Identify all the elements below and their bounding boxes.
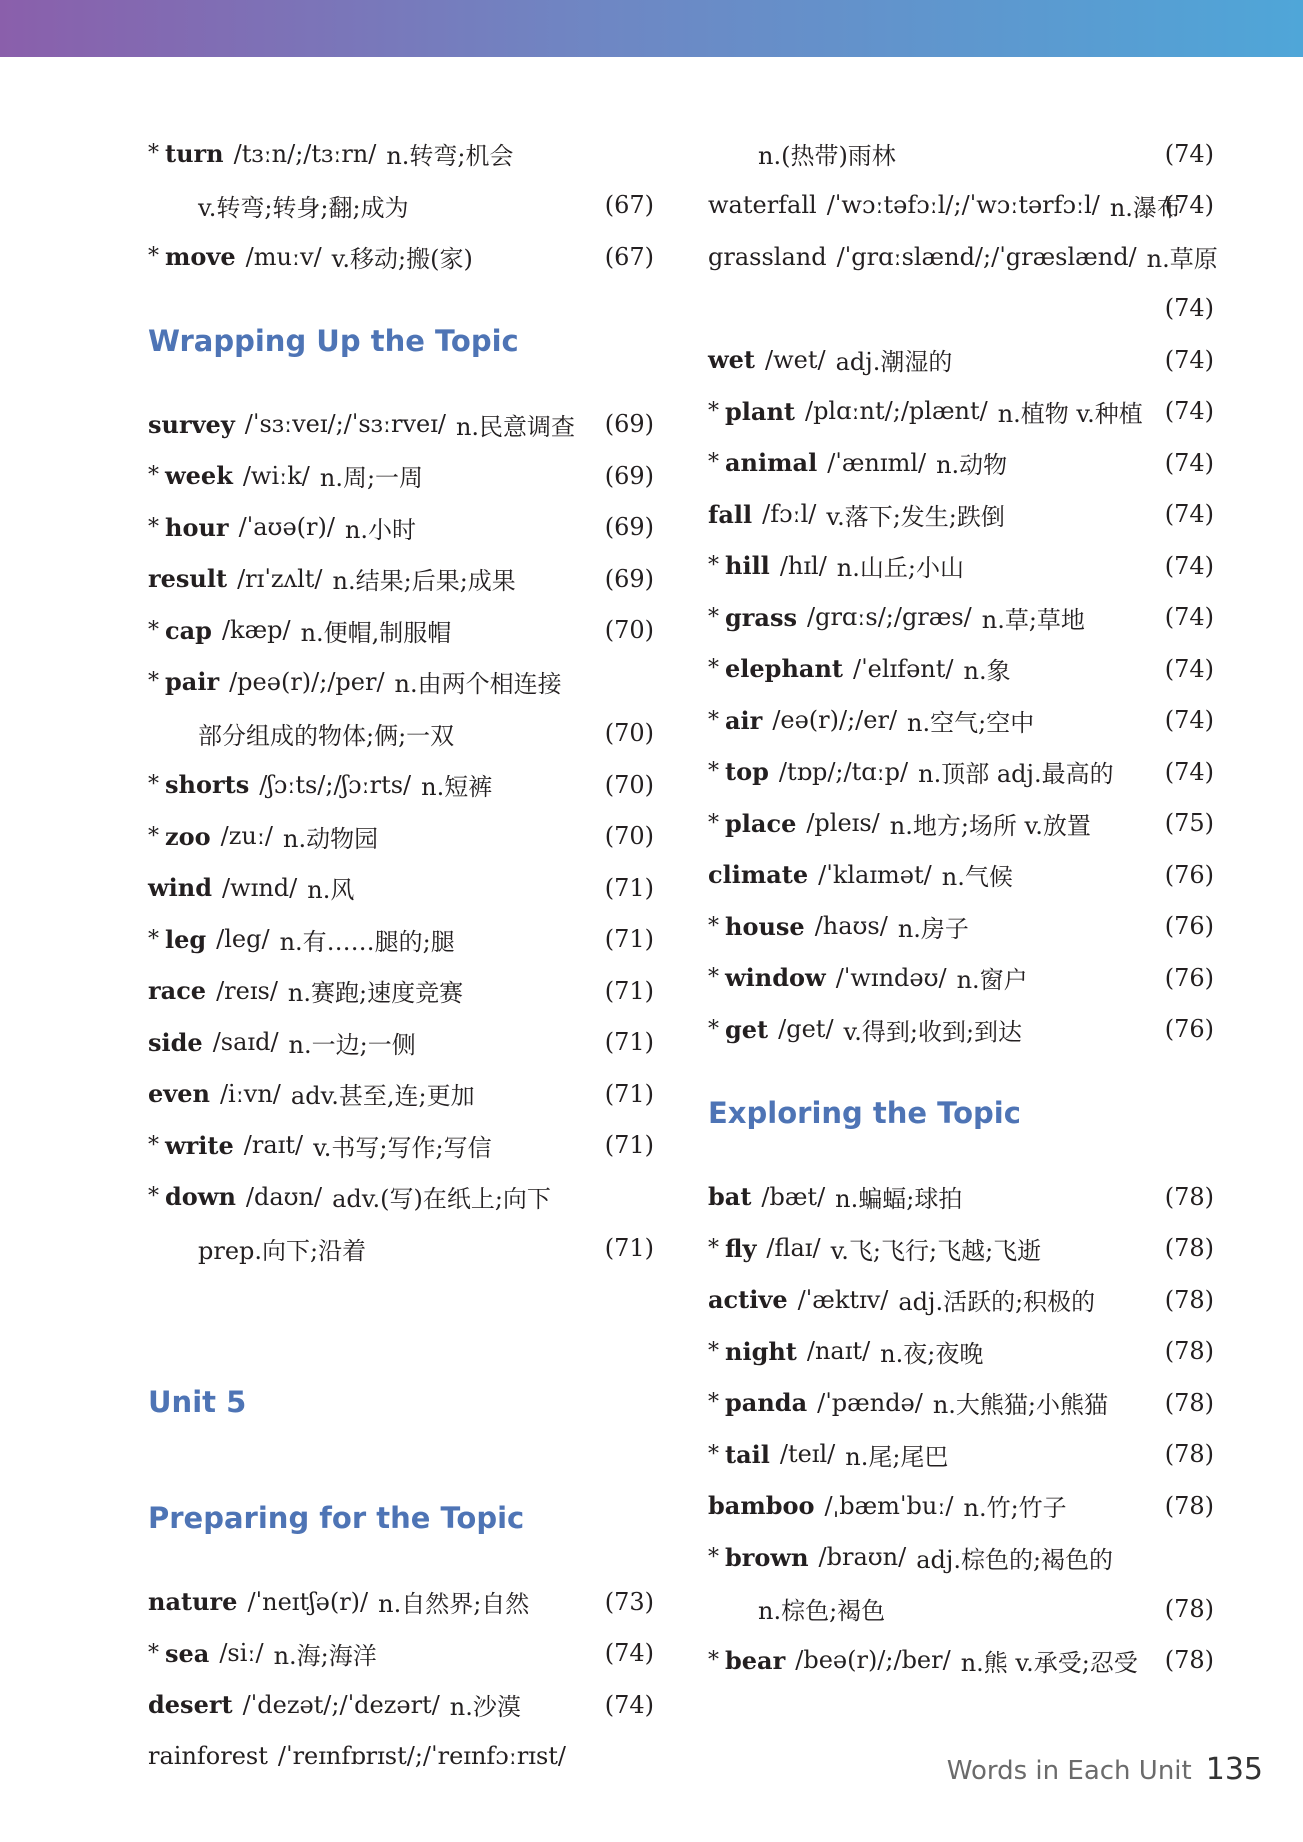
entry-page-ref: (78) [1164, 1182, 1214, 1211]
star-mark: * [708, 1016, 719, 1042]
entry-definition: v.飞;飞行;飞越;飞逝 [830, 1236, 1042, 1265]
entry-word: wind [148, 873, 213, 903]
vocab-entry [148, 1679, 654, 1731]
entry-definition: n.赛跑;速度竞赛 [287, 979, 464, 1008]
entry-word: panda [725, 1388, 808, 1418]
star-mark: * [708, 1338, 719, 1364]
vocab-entry [708, 798, 1214, 850]
vocab-entry [148, 450, 654, 502]
entry-page-ref: (78) [1164, 1285, 1214, 1314]
entry-definition: n.蝙蝠;球拍 [835, 1185, 963, 1214]
star-mark: * [708, 707, 719, 733]
vocab-entry [708, 1223, 1214, 1275]
footer-title: Words in Each Unit [946, 1756, 1192, 1786]
entry-phonetic: /fɔːl/ [762, 500, 817, 529]
entry-word: result [148, 564, 228, 594]
star-mark: * [708, 604, 719, 630]
star-mark: * [708, 1544, 719, 1570]
vocab-entry [148, 1731, 654, 1783]
entry-page-ref: (74) [1164, 757, 1214, 786]
entry-word: get [725, 1014, 769, 1044]
entry-page-ref: (71) [604, 1028, 654, 1057]
entry-definition: n.沙漠 [449, 1693, 521, 1722]
star-mark: * [708, 553, 719, 579]
entry-word: grass [725, 602, 797, 632]
entry-phonetic: /peə(r)/;/per/ [229, 667, 385, 696]
entry-phonetic: /braʊn/ [818, 1543, 907, 1572]
entry-definition: v.书写;写作;写信 [313, 1133, 492, 1162]
entry-definition: v.得到;收到;到达 [843, 1017, 1023, 1046]
entry-page-ref: (78) [1164, 1337, 1214, 1366]
entry-page-ref: (78) [1164, 1594, 1214, 1623]
entry-phonetic: /ˈgrɑːslænd/;/ˈgræslænd/ [836, 242, 1137, 271]
vocab-entry [148, 553, 654, 605]
entry-word: plant [725, 396, 795, 426]
entry-page-ref: (78) [1164, 1234, 1214, 1263]
vocab-entry [148, 656, 654, 708]
entry-page-ref: (67) [604, 191, 654, 220]
entry-definition: n.由两个相连接 [394, 670, 562, 699]
vocab-entry [708, 1532, 1214, 1584]
entry-word: down [165, 1182, 236, 1212]
entry-page-ref: (74) [1164, 448, 1214, 477]
vocab-entry [148, 1017, 654, 1069]
entry-phonetic: /saɪd/ [212, 1028, 279, 1057]
vocab-entry [708, 1326, 1214, 1378]
entry-definition: n.竹;竹子 [963, 1494, 1067, 1523]
entry-page-ref: (74) [604, 1639, 654, 1668]
star-mark: * [148, 463, 159, 489]
entry-page-ref: (69) [604, 410, 654, 439]
entry-phonetic: /wet/ [765, 345, 826, 374]
entry-page-ref: (78) [1164, 1491, 1214, 1520]
entry-phonetic: /ˈsɜːveɪ/;/ˈsɜːrveɪ/ [244, 410, 446, 439]
entry-word: hour [165, 512, 229, 542]
entry-phonetic: /ˈwɔːtəfɔːl/;/ˈwɔːtərfɔːl/ [826, 191, 1100, 220]
entry-definition: n.海;海洋 [273, 1641, 377, 1670]
vocab-entry [708, 334, 1214, 386]
entry-phonetic: /tɒp/;/tɑːp/ [778, 757, 909, 786]
vocab-entry [148, 759, 654, 811]
vocab-entry [148, 1576, 654, 1628]
entry-phonetic: /ˈwɪndəʊ/ [835, 963, 947, 992]
entry-definition: n.夜;夜晚 [880, 1339, 984, 1368]
entry-page-ref: (71) [604, 1079, 654, 1108]
entry-word: move [165, 242, 236, 272]
entry-word: desert [148, 1690, 233, 1720]
entry-word: brown [725, 1542, 809, 1572]
entry-definition: n.窗户 [956, 966, 1028, 995]
star-mark: * [708, 450, 719, 476]
star-mark: * [708, 759, 719, 785]
entry-definition: n.动物 [936, 451, 1008, 480]
entry-definition: adj.活跃的;积极的 [898, 1288, 1096, 1317]
section-spacer [148, 1432, 654, 1460]
entry-definition: prep.向下;沿着 [198, 1236, 367, 1265]
entry-page-ref: (71) [604, 1234, 654, 1263]
vocab-entry [148, 1171, 654, 1223]
entry-phonetic: /ˈænɪml/ [827, 448, 927, 477]
entry-word: even [148, 1079, 210, 1109]
entry-definition: n.短裤 [421, 773, 493, 802]
entry-definition: n.风 [307, 876, 355, 905]
page-number: 135 [1205, 1752, 1263, 1787]
entry-definition: n.地方;场所 v.放置 [889, 811, 1091, 840]
entry-word: leg [165, 924, 207, 954]
entry-definition: n.自然界;自然 [378, 1590, 530, 1619]
entry-phonetic: /ˈelɪfənt/ [852, 654, 954, 683]
entry-page-ref: (74) [1164, 397, 1214, 426]
entry-phonetic: /reɪs/ [216, 976, 278, 1005]
entry-definition: n.房子 [897, 914, 969, 943]
entry-word: turn [165, 139, 224, 169]
entry-definition: n.熊 v.承受;忍受 [960, 1648, 1138, 1677]
vocab-entry [708, 1429, 1214, 1481]
entry-page-ref: (78) [1164, 1388, 1214, 1417]
entry-phonetic: /grɑːs/;/græs/ [807, 603, 972, 632]
section-heading: Unit 5 [148, 1385, 247, 1419]
vocab-entry [148, 965, 654, 1017]
entry-word: fly [725, 1233, 757, 1263]
star-mark: * [708, 1235, 719, 1261]
entry-word: elephant [725, 654, 843, 684]
star-mark: * [148, 772, 159, 798]
entry-phonetic: /ˈpændə/ [817, 1388, 923, 1417]
entry-page-ref: (76) [1164, 912, 1214, 941]
entry-page-ref: (70) [604, 822, 654, 851]
vocab-entry [708, 901, 1214, 953]
vocab-entry [708, 1480, 1214, 1532]
entry-word: survey [148, 409, 235, 439]
star-mark: * [148, 1184, 159, 1210]
section-spacer [148, 283, 654, 311]
section-spacer [708, 1055, 1214, 1083]
entry-page-ref: (78) [1164, 1440, 1214, 1469]
entry-phonetic: /rɪˈzʌlt/ [237, 564, 323, 593]
entry-word: cap [165, 615, 212, 645]
entry-word: active [708, 1285, 788, 1315]
entry-definition: n.一边;一侧 [288, 1030, 416, 1059]
entry-definition: n.草;草地 [981, 605, 1085, 634]
entry-continuation [148, 1223, 654, 1275]
entry-phonetic: /hɪl/ [779, 551, 827, 580]
entry-page-ref: (69) [604, 461, 654, 490]
star-mark: * [708, 1647, 719, 1673]
vocab-entry [148, 1120, 654, 1172]
entry-phonetic: /raɪt/ [243, 1131, 304, 1160]
entry-continuation [708, 128, 1214, 180]
entry-definition: 部分组成的物体;俩;一双 [198, 721, 455, 750]
star-mark: * [148, 1640, 159, 1666]
entry-definition: n.气候 [941, 863, 1013, 892]
entry-phonetic: /muːv/ [245, 242, 322, 271]
right-column [708, 128, 1218, 1686]
star-mark: * [708, 913, 719, 939]
entry-page-ref: (70) [604, 616, 654, 645]
entry-page-ref: (76) [1164, 1015, 1214, 1044]
entry-continuation [708, 1583, 1214, 1635]
entry-word: animal [725, 448, 818, 478]
entry-page-ref: (74) [604, 1690, 654, 1719]
star-mark: * [708, 810, 719, 836]
entry-page-ref: (76) [1164, 963, 1214, 992]
star-mark: * [708, 1390, 719, 1416]
entry-phonetic: /ˈreɪnfɒrɪst/;/ˈreɪnfɔːrɪst/ [277, 1742, 567, 1771]
entry-continuation [148, 180, 654, 232]
vocab-entry [708, 1171, 1214, 1223]
entry-definition: n.草原 [1146, 245, 1218, 274]
entry-word: grassland [708, 242, 827, 271]
entry-definition: v.转弯;转身;翻;成为 [198, 193, 409, 222]
entry-page-ref: (69) [604, 564, 654, 593]
entry-word: nature [148, 1587, 238, 1617]
entry-word: climate [708, 860, 809, 890]
entry-word: window [725, 963, 826, 993]
vocab-entry [708, 1635, 1214, 1687]
section-spacer [148, 1460, 654, 1488]
entry-definition: n.便帽,制服帽 [300, 618, 452, 647]
entry-word: fall [708, 499, 753, 529]
section-heading: Exploring the Topic [708, 1096, 1021, 1130]
vocab-entry [708, 849, 1214, 901]
entry-word: race [148, 976, 207, 1006]
entry-definition: n.尾;尾巴 [845, 1442, 949, 1471]
vocab-entry [148, 1068, 654, 1120]
entry-page-ref: (73) [604, 1587, 654, 1616]
entry-page-ref: (70) [604, 770, 654, 799]
entry-phonetic: /beə(r)/;/ber/ [795, 1646, 951, 1675]
entry-word: rainforest [148, 1742, 268, 1771]
section-spacer [148, 1548, 654, 1576]
entry-definition: n.象 [963, 657, 1011, 686]
entry-word: zoo [165, 821, 211, 851]
star-mark: * [148, 669, 159, 695]
entry-definition: n.结果;后果;成果 [332, 567, 516, 596]
vocab-entry [708, 1377, 1214, 1429]
entry-page-ref: (74) [1164, 139, 1214, 168]
vocab-entry [148, 128, 654, 180]
entry-word: week [165, 461, 233, 491]
entry-definition: n.空气;空中 [907, 708, 1035, 737]
entry-word: bear [725, 1645, 786, 1675]
entry-word: place [725, 808, 797, 838]
vocab-entry [148, 231, 654, 283]
entry-page-ref: (75) [1164, 809, 1214, 838]
entry-definition: n.(热带)雨林 [758, 142, 896, 171]
vocab-entry [708, 540, 1214, 592]
entry-page-ref: (74) [1164, 345, 1214, 374]
vocab-entry [148, 914, 654, 966]
entry-definition: adj.潮湿的 [835, 348, 953, 377]
entry-page-ref: (76) [1164, 860, 1214, 889]
entry-phonetic: /ˈklaɪmət/ [818, 860, 932, 889]
entry-page-ref: (69) [604, 513, 654, 542]
vocab-entry [148, 399, 654, 451]
entry-definition: n.动物园 [283, 824, 379, 853]
star-mark: * [708, 1441, 719, 1467]
entry-definition: n.民意调查 [455, 412, 576, 441]
left-column [148, 128, 654, 1782]
entry-page-ref: (71) [604, 976, 654, 1005]
vocab-entry [708, 1004, 1214, 1056]
entry-definition: n.瀑布 [1109, 193, 1181, 222]
entry-word: sea [165, 1638, 210, 1668]
entry-page-ref: (67) [604, 242, 654, 271]
entry-definition: n.棕色;褐色 [758, 1597, 886, 1626]
star-mark: * [148, 141, 159, 167]
vocab-entry [708, 231, 1218, 283]
star-mark: * [148, 244, 159, 270]
entry-page-ref: (71) [604, 873, 654, 902]
entry-word: house [725, 911, 805, 941]
entry-phonetic: /naɪt/ [806, 1337, 871, 1366]
page-footer [947, 1752, 1263, 1787]
entry-phonetic: /ˈæktɪv/ [797, 1285, 889, 1314]
unit-gap [148, 1274, 654, 1344]
entry-definition: n.周;一周 [319, 464, 424, 493]
section-spacer [708, 1143, 1214, 1171]
entry-definition: n.山丘;小山 [836, 554, 964, 583]
entry-word: wet [708, 345, 756, 375]
section-heading: Wrapping Up the Topic [148, 323, 519, 358]
section-spacer [148, 371, 654, 399]
entry-definition: n.转弯;机会 [386, 142, 514, 171]
entry-definition: n.顶部 adj.最高的 [918, 760, 1114, 789]
entry-page-ref: (74) [1164, 191, 1214, 220]
entry-word: shorts [165, 770, 250, 800]
vocab-entry [708, 695, 1214, 747]
entry-continuation [148, 708, 654, 760]
entry-phonetic: /flaɪ/ [766, 1234, 821, 1263]
entry-phonetic: /ˈaʊə(r)/ [238, 513, 335, 542]
entry-phonetic: /plɑːnt/;/plænt/ [804, 397, 988, 426]
entry-word: night [725, 1336, 797, 1366]
vocab-entry [708, 489, 1214, 541]
vocab-entry [708, 952, 1214, 1004]
entry-word: pair [165, 667, 220, 697]
star-mark: * [708, 965, 719, 991]
entry-definition: n.植物 v.种植 [997, 399, 1143, 428]
section-heading: Preparing for the Topic [148, 1501, 525, 1535]
entry-phonetic: /leg/ [216, 925, 270, 954]
entry-page-ref: (74) [1164, 551, 1214, 580]
entry-continuation [708, 283, 1214, 335]
entry-page-ref: (74) [1164, 706, 1214, 735]
star-mark: * [148, 1132, 159, 1158]
entry-definition: v.落下;发生;跌倒 [826, 502, 1005, 531]
entry-word: tail [725, 1439, 770, 1469]
star-mark: * [148, 926, 159, 952]
entry-phonetic: /wɪnd/ [222, 873, 298, 902]
entry-phonetic: /siː/ [219, 1639, 264, 1668]
entry-phonetic: /iːvn/ [219, 1079, 281, 1108]
header-gradient-bar [0, 0, 1303, 57]
entry-word: top [725, 757, 769, 787]
entry-phonetic: /wiːk/ [242, 461, 310, 490]
entry-phonetic: /kæp/ [221, 616, 291, 645]
vocab-entry [708, 180, 1214, 232]
entry-phonetic: /ˈneɪtʃə(r)/ [247, 1587, 369, 1616]
entry-definition: adj.棕色的;褐色的 [916, 1545, 1114, 1574]
entry-phonetic: /pleɪs/ [806, 809, 880, 838]
entry-phonetic: /ˌbæmˈbuː/ [824, 1491, 954, 1520]
entry-definition: adv.甚至,连;更加 [290, 1082, 475, 1111]
star-mark: * [148, 617, 159, 643]
star-mark: * [148, 823, 159, 849]
vocab-entry [708, 1274, 1214, 1326]
entry-phonetic: /tɜːn/;/tɜːrn/ [233, 139, 377, 168]
entry-phonetic: /haʊs/ [814, 912, 888, 941]
vocab-entry [708, 386, 1214, 438]
star-mark: * [708, 398, 719, 424]
entry-word: write [165, 1130, 234, 1160]
entry-page-ref: (78) [1164, 1646, 1214, 1675]
vocab-entry [148, 862, 654, 914]
vocab-entry [148, 502, 654, 554]
vocab-entry [708, 643, 1214, 695]
entry-definition: v.移动;搬(家) [331, 245, 473, 274]
entry-phonetic: /zuː/ [220, 822, 274, 851]
entry-page-ref: (74) [1164, 294, 1214, 323]
entry-word: bamboo [708, 1491, 815, 1521]
entry-phonetic: /daʊn/ [245, 1182, 323, 1211]
entry-page-ref: (71) [604, 1131, 654, 1160]
vocab-entry [148, 1628, 654, 1680]
star-mark: * [148, 514, 159, 540]
entry-page-ref: (70) [604, 719, 654, 748]
entry-definition: n.大熊猫;小熊猫 [932, 1391, 1109, 1420]
entry-phonetic: /ʃɔːts/;/ʃɔːrts/ [259, 770, 412, 799]
entry-word: hill [725, 551, 770, 581]
entry-page-ref: (74) [1164, 654, 1214, 683]
entry-word: waterfall [708, 191, 817, 220]
vocab-entry [708, 746, 1214, 798]
entry-phonetic: /teɪl/ [779, 1440, 836, 1469]
entry-word: bat [708, 1182, 752, 1212]
entry-definition: adv.(写)在纸上;向下 [332, 1185, 551, 1214]
entry-definition: n.小时 [344, 515, 417, 544]
entry-word: side [148, 1027, 203, 1057]
entry-phonetic: /get/ [778, 1015, 834, 1044]
section-spacer [148, 1344, 654, 1372]
entry-page-ref: (74) [1164, 603, 1214, 632]
entry-word: air [725, 705, 763, 735]
vocab-entry [708, 592, 1214, 644]
entry-phonetic: /bæt/ [761, 1182, 826, 1211]
entry-phonetic: /eə(r)/;/er/ [772, 706, 898, 735]
entry-page-ref: (74) [1164, 500, 1214, 529]
entry-page-ref: (71) [604, 925, 654, 954]
entry-definition: n.有……腿的;腿 [279, 927, 455, 956]
vocab-entry [708, 437, 1214, 489]
vocab-entry [148, 605, 654, 657]
entry-phonetic: /ˈdezət/;/ˈdezərt/ [242, 1690, 440, 1719]
vocab-entry [148, 811, 654, 863]
star-mark: * [708, 656, 719, 682]
